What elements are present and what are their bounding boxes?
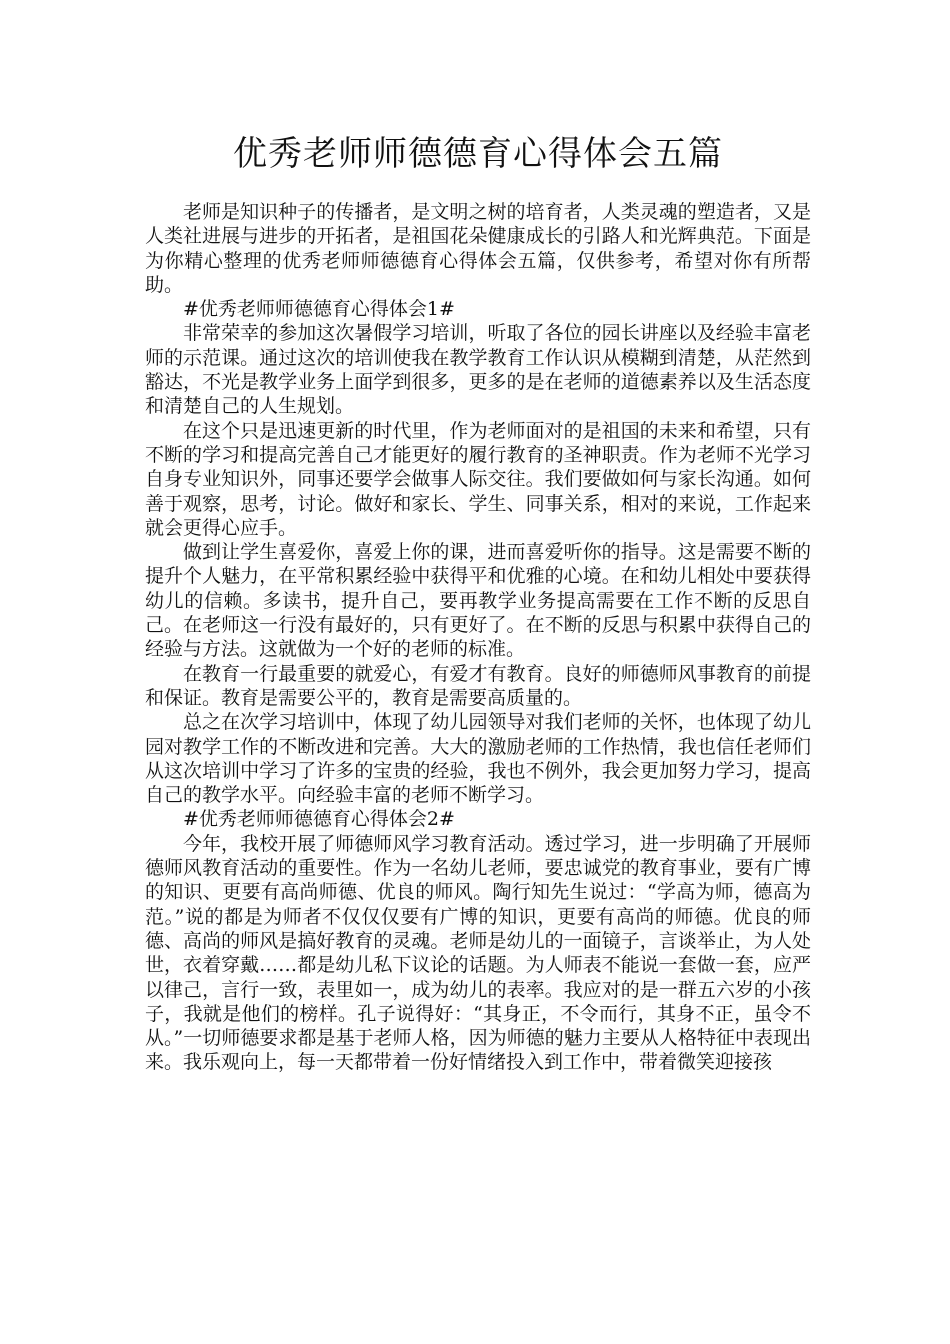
document-body — [145, 200, 811, 1075]
document-page — [145, 0, 811, 1344]
section-heading-1: #优秀老师师德德育心得体会1# — [183, 298, 455, 321]
body-paragraph: 在教育一行最重要的就爱心，有爱才有教育。良好的师德师风事教育的前提和保证。教育是需要公平的，教育是需要高质量的。 — [145, 662, 811, 709]
section-heading-2: #优秀老师师德德育心得体会2# — [183, 808, 455, 831]
body-paragraph: 在这个只是迅速更新的时代里，作为老师面对的是祖国的未来和希望，只有不断的学习和提高完善自己才能更好的履行教育的圣神职责。作为老师不光学习自身专业知识外，同事还要学会做事人际交往。我们要做如何与家长沟通。如何善于观察，思考，讨论。做好和家长、学生、同事关系，相对的来说，工作起来就会更得心应手。 — [145, 419, 811, 539]
intro-paragraph: 老师是知识种子的传播者，是文明之树的培育者，人类灵魂的塑造者，又是人类社进展与进步的开拓者，是祖国花朵健康成长的引路人和光辉典范。下面是为你精心整理的优秀老师师德德育心得体会五篇，仅供参考，希望对你有所帮助。 — [145, 201, 811, 296]
body-paragraph: 今年，我校开展了师德师风学习教育活动。透过学习，进一步明确了开展师德师风教育活动的重要性。作为一名幼儿老师，要忠诚党的教育事业，要有广博的知识、更要有高尚师德、优良的师风。陶行知先生说过：“学高为师，德高为范。”说的都是为师者不仅仅仅要有广博的知识，更要有高尚的师德。优良的师德、高尚的师风是搞好教育的灵魂。老师是幼儿的一面镜子，言谈举止，为人处世，衣着穿戴……都是幼儿私下议论的话题。为人师表不能说一套做一套，应严以律己，言行一致，表里如一，成为幼儿的表率。我应对的是一群五六岁的小孩子，我就是他们的榜样。孔子说得好：“其身正，不令而行，其身不正，虽令不从。”一切师德要求都是基于老师人格，因为师德的魅力主要从人格特征中表现出来。我乐观向上，每一天都带着一份好情绪投入到工作中，带着微笑迎接孩 — [145, 832, 811, 1074]
body-paragraph: 总之在次学习培训中，体现了幼儿园领导对我们老师的关怀，也体现了幼儿园对教学工作的不断改进和完善。大大的激励老师的工作热情，我也信任老师们从这次培训中学习了许多的宝贵的经验，我也不例外，我会更加努力学习，提高自己的教学水平。向经验丰富的老师不断学习。 — [145, 711, 811, 807]
document-title: 优秀老师师德德育心得体会五篇 — [233, 134, 723, 174]
body-paragraph: 做到让学生喜爱你，喜爱上你的课，进而喜爱听你的指导。这是需要不断的提升个人魅力，在平常积累经验中获得平和优雅的心境。在和幼儿相处中要获得幼儿的信赖。多读书，提升自己，要再教学业务提高需要在工作不断的反思自己。在老师这一行没有最好的，只有更好了。在不断的反思与积累中获得自己的经验与方法。这就做为一个好的老师的标准。 — [145, 541, 811, 661]
body-paragraph: 非常荣幸的参加这次暑假学习培训，听取了各位的园长讲座以及经验丰富老师的示范课。通过这次的培训使我在教学教育工作认识从模糊到清楚，从茫然到豁达，不光是教学业务上面学到很多，更多的是在老师的道德素养以及生活态度和清楚自己的人生规划。 — [145, 322, 811, 418]
